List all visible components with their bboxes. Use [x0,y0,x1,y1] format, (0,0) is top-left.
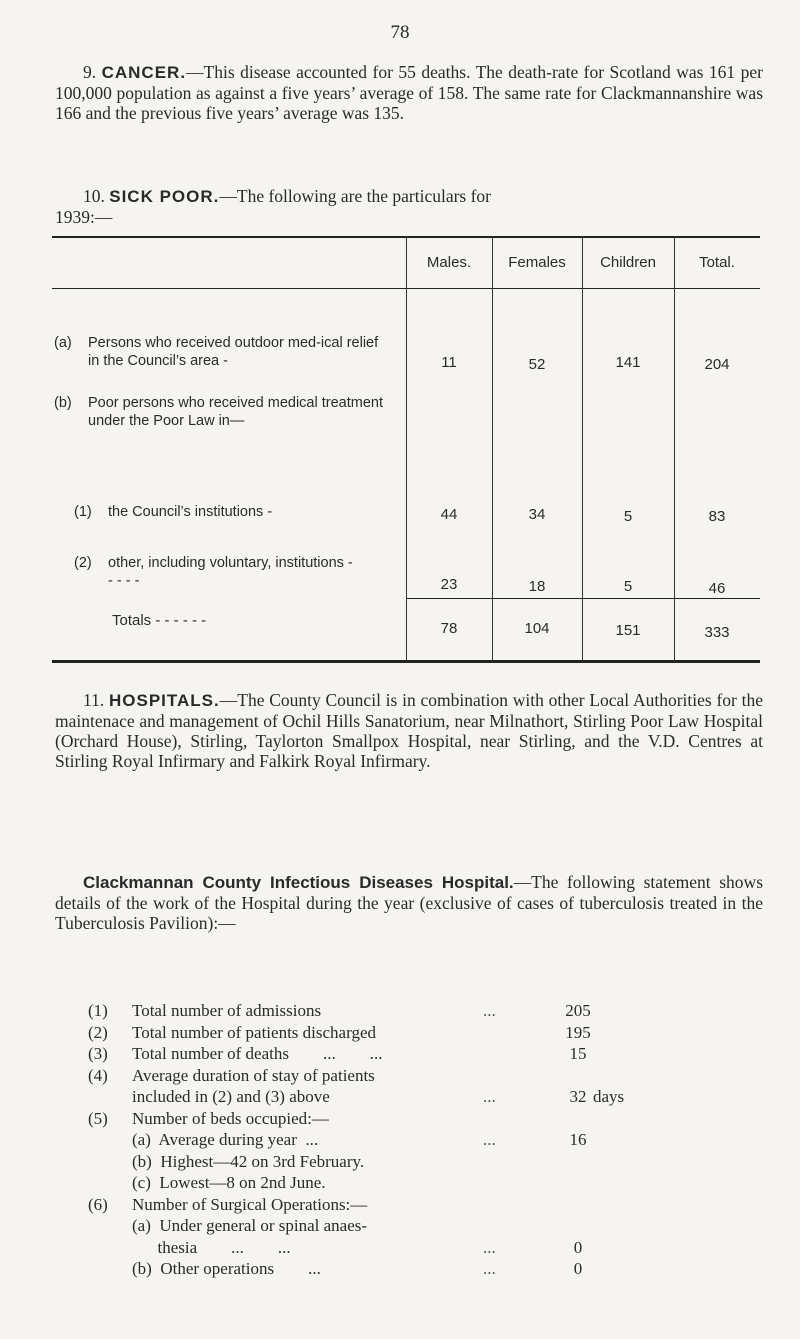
stat-text: Total number of admissions [132,1001,322,1020]
row-b-label: Poor persons who received medical treatment under the Poor Law in— [88,395,383,429]
row-1-children: 5 [623,508,633,525]
row-2-marker: (2) [74,555,92,571]
stat-number: (4) [88,1065,108,1085]
row-a-children: 141 [615,354,641,371]
stat-text: Total number of patients discharged [132,1022,376,1042]
totals-females: 104 [524,620,550,637]
stat-text: (b) Other operations ... [132,1259,321,1278]
row-b-marker: (b) [54,395,72,411]
col-header-children: Children [600,254,656,271]
stat-row [88,1043,768,1065]
col-header-males: Males. [426,254,472,271]
stat-row [88,1172,768,1194]
col-header-total: Total. [699,254,735,271]
row-a-label: Persons who received outdoor med-ical relief in the Council’s area - [88,335,379,369]
stat-dots: ... [483,1130,496,1149]
stat-text: included in (2) and (3) above [132,1087,330,1106]
totals-males: 78 [440,620,458,637]
hospital-statistics-list [88,1000,768,1280]
stat-value: 32 [569,1087,587,1106]
stat-text: (a) Average during year ... [132,1130,319,1149]
stat-row [88,1194,768,1216]
hospitals-text: —The County Council is in combination with other Local Authorities for the maintenace and management of Ochil Hills Sanatorium, near Milnathort, Stirling Poor Law Hospital (Orchard House), Stirling, Taylorton Smallpox Hospital, near Stirling, and the V.D. Centres at Stirling Royal Infirmary and Falkirk Royal Infirmary. [55,690,764,771]
stat-value: 15 [569,1044,587,1063]
stat-row [88,1258,768,1280]
stat-row [88,1215,768,1237]
stat-number: (5) [88,1108,108,1128]
page-number: 78 [390,22,410,43]
row-2-total: 46 [708,580,726,597]
row-a-females: 52 [528,356,546,373]
stat-text: Number of Surgical Operations:— [132,1194,368,1214]
stat-text: thesia ... ... [132,1237,291,1257]
stat-text: Total number of deaths ... ... [132,1044,383,1063]
row-1-marker: (1) [74,504,92,520]
stat-row [88,1086,768,1108]
stat-row [88,1151,768,1173]
stat-text: (b) Highest—42 on 3rd February. [132,1151,365,1171]
row-a-males: 11 [441,354,457,371]
cancer-heading: CANCER. [101,63,187,82]
stat-dots: ... [483,1001,496,1020]
stat-text: (a) Under general or spinal anaes- [132,1216,368,1235]
stat-value: 195 [565,1022,591,1042]
stat-dots: ... [483,1087,496,1106]
stat-text: (c) Lowest—8 on 2nd June. [132,1173,326,1192]
stat-row [88,1022,768,1044]
stat-number: (3) [88,1044,108,1063]
stat-value: 0 [573,1237,583,1257]
hospitals-paragraph [55,690,763,771]
stat-text: Average duration of stay of patients [132,1065,375,1085]
stat-text: Number of beds occupied:— [132,1108,329,1128]
totals-label: Totals - - - - - - [112,612,207,629]
stat-row [88,1000,768,1022]
row-2-children: 5 [623,578,633,595]
hospitals-heading: HOSPITALS. [109,691,220,710]
stat-row [88,1237,768,1259]
stat-value: 16 [569,1130,587,1149]
stat-dots: ... [483,1259,496,1278]
sick-poor-number: 10. [83,186,105,206]
sick-poor-heading: SICK POOR. [109,187,220,206]
cancer-text: —This disease accounted for 55 deaths. The death-rate for Scotland was 161 per 100,000 population as against a five years’ average of 158. The same rate for Clackmannanshire was 166 and the previous five years’ average was 135. [55,62,763,123]
stat-row [88,1065,768,1087]
stat-value: 0 [573,1259,583,1278]
stat-number: (1) [88,1001,108,1020]
cancer-paragraph [55,62,763,123]
row-1-females: 34 [528,506,546,523]
sick-poor-year: 1939:— [55,207,113,227]
row-a-marker: (a) [54,335,72,351]
hospitals-number: 11. [83,690,105,710]
row-2-label: other, including voluntary, institutions - - - - - [108,555,353,589]
stat-row [88,1108,768,1130]
row-a-total: 204 [704,356,730,373]
row-2-females: 18 [528,578,546,595]
row-1-label: the Council’s institutions - [108,504,273,520]
totals-total: 333 [704,624,730,641]
row-1-total: 83 [708,508,726,525]
stat-unit: days [593,1087,625,1106]
row-2-males: 23 [440,576,458,593]
stat-number: (2) [88,1022,108,1042]
stat-row [88,1129,768,1151]
infectious-paragraph [55,872,763,933]
stat-number: (6) [88,1194,108,1214]
sick-poor-table [52,236,760,664]
infectious-heading: Clackmannan County Infectious Diseases Hospital. [83,873,514,892]
sick-poor-text: —The following are the particulars for [219,186,492,206]
col-header-females: Females [508,254,566,271]
stat-dots: ... [483,1237,496,1257]
row-1-males: 44 [440,506,458,523]
stat-value: 205 [565,1001,591,1020]
cancer-number: 9. [83,62,97,82]
totals-children: 151 [615,622,641,639]
infectious-text: —The following statement shows details of the work of the Hospital during the year (exclusive of cases of tuberculosis treated in the Tuberculosis Pavilion):— [55,872,764,933]
sick-poor-paragraph [55,186,763,227]
